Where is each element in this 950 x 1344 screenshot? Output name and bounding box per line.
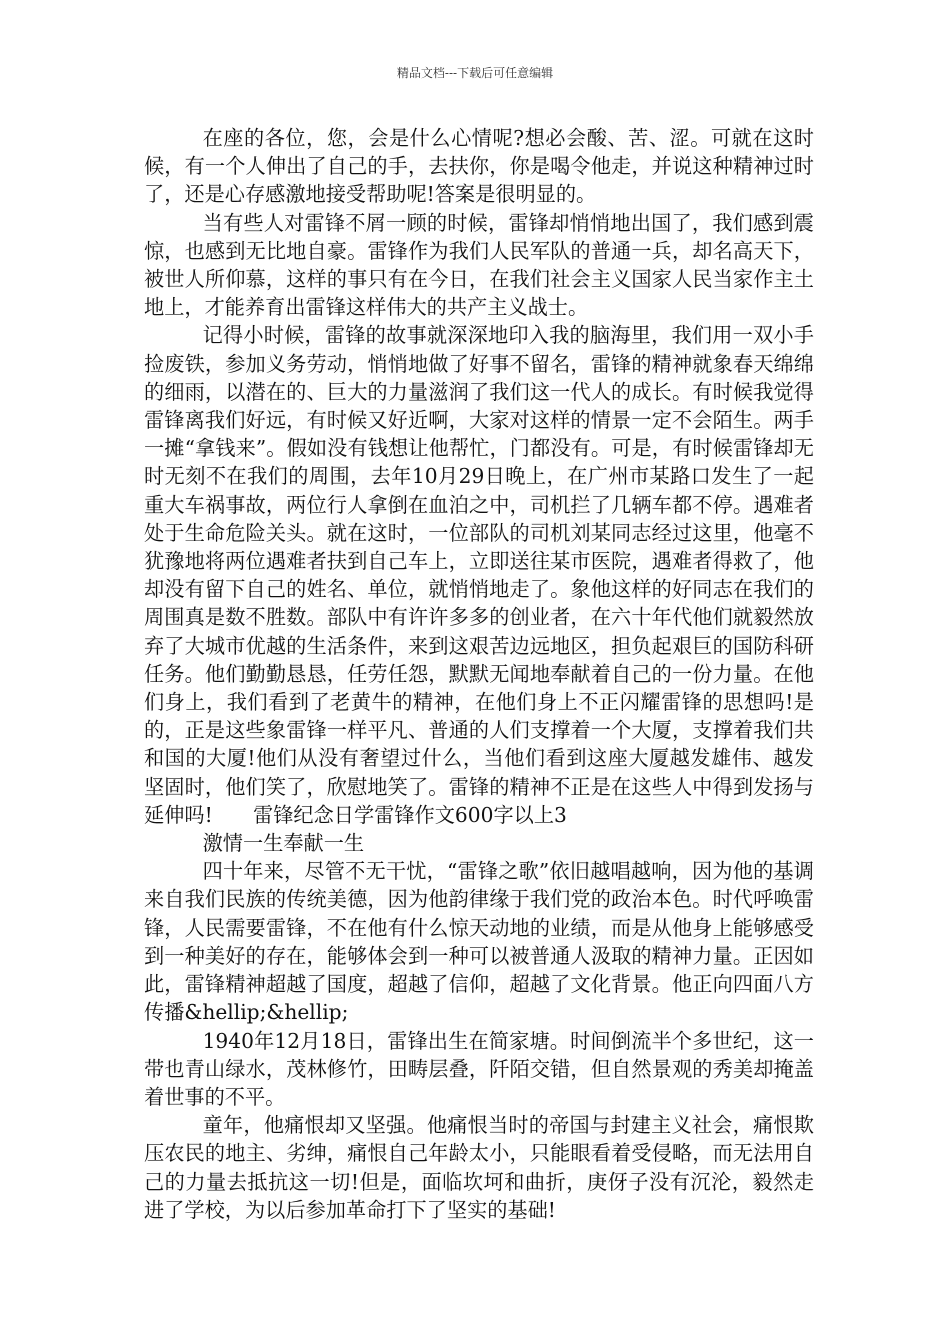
paragraph: 在座的各位，您，会是什么心情呢?想必会酸、苦、涩。可就在这时候，有一个人伸出了自己的手，去扶你，你是喝令他走，并说这种精神过时了，还是心存感激地接受帮助呢!答案是很明显的。 bbox=[144, 126, 814, 207]
document-body bbox=[144, 124, 814, 1224]
page-header: 精品文档---下载后可任意编辑 bbox=[396, 66, 554, 80]
paragraph: 记得小时候，雷锋的故事就深深地印入我的脑海里，我们用一双小手捡废铁，参加义务劳动，悄悄地做了好事不留名，雷锋的精神就象春天绵绵的细雨，以潜在的、巨大的力量滋润了我们这一代人的成长。有时候我觉得雷锋离我们好远，有时候又好近啊，大家对这样的情景一定不会陌生。两手一摊“拿钱来”。假如没有钱想让他帮忙，门都没有。可是，有时候雷锋却无时无刻不在我们的周围，去年10月29日晚上，在广州市某路口发生了一起重大车祸事故，两位行人拿倒在血泊之中，司机拦了几辆车都不停。遇难者处于生命危险关头。就在这时，一位部队的司机刘某同志经过这里，他毫不犹豫地将两位遇难者扶到自己车上，立即送往某市医院，遇难者得救了，他却没有留下自己的姓名、单位，就悄悄地走了。象他这样的好同志在我们的周围真是数不胜数。部队中有许许多多的创业者，在六十年代他们就毅然放弃了大城市优越的生活条件，来到这艰苦边远地区，担负起艰巨的国防科研任务。他们勤勤恳恳，任劳任怨，默默无闻地奉献着自己的一份力量。在他们身上，我们看到了老黄牛的精神，在他们身上不正闪耀雷锋的思想吗!是的，正是这些象雷锋一样平凡、普通的人们支撑着一个大厦，支撑着我们共和国的大厦!他们从没有奢望过什么，当他们看到这座大厦越发雄伟、越发坚固时，他们笑了，欣慰地笑了。雷锋的精神不正是在这些人中得到发扬与延伸吗! 雷锋纪念日学雷锋作文600字以上3 bbox=[144, 323, 814, 827]
paragraph: 当有些人对雷锋不屑一顾的时候，雷锋却悄悄地出国了，我们感到震惊，也感到无比地自豪。雷锋作为我们人民军队的普通一兵，却名高天下，被世人所仰慕，这样的事只有在今日，在我们社会主义国家人民当家作主土地上，才能养育出雷锋这样伟大的共产主义战士。 bbox=[144, 210, 814, 320]
paragraph: 四十年来，尽管不无干忧，“雷锋之歌”依旧越唱越响，因为他的基调来自我们民族的传统美德，因为他韵律缘于我们党的政治本色。时代呼唤雷锋，人民需要雷锋，不在他有什么惊天动地的业绩，而是从他身上能够感受到一种美好的存在，能够体会到一种可以被普通人汲取的精神力量。正因如此，雷锋精神超越了国度，超越了信仰，超越了文化背景。他正向四面八方传播&hellip;&hellip; bbox=[144, 859, 814, 1025]
paragraph: 童年，他痛恨却又坚强。他痛恨当时的帝国与封建主义社会，痛恨欺压农民的地主、劣绅，痛恨自己年龄太小，只能眼看着受侵略，而无法用自己的力量去抵抗这一切!但是，面临坎坷和曲折，庚伢子没有沉沦，毅然走进了学校，为以后参加革命打下了坚实的基础! bbox=[144, 1113, 814, 1222]
paragraph: 1940年12月18日，雷锋出生在简家塘。时间倒流半个多世纪，这一带也青山绿水，茂林修竹，田畴层叠，阡陌交错，但自然景观的秀美却掩盖着世事的不平。 bbox=[144, 1028, 814, 1109]
paragraph: 激情一生奉献一生 bbox=[202, 831, 365, 856]
